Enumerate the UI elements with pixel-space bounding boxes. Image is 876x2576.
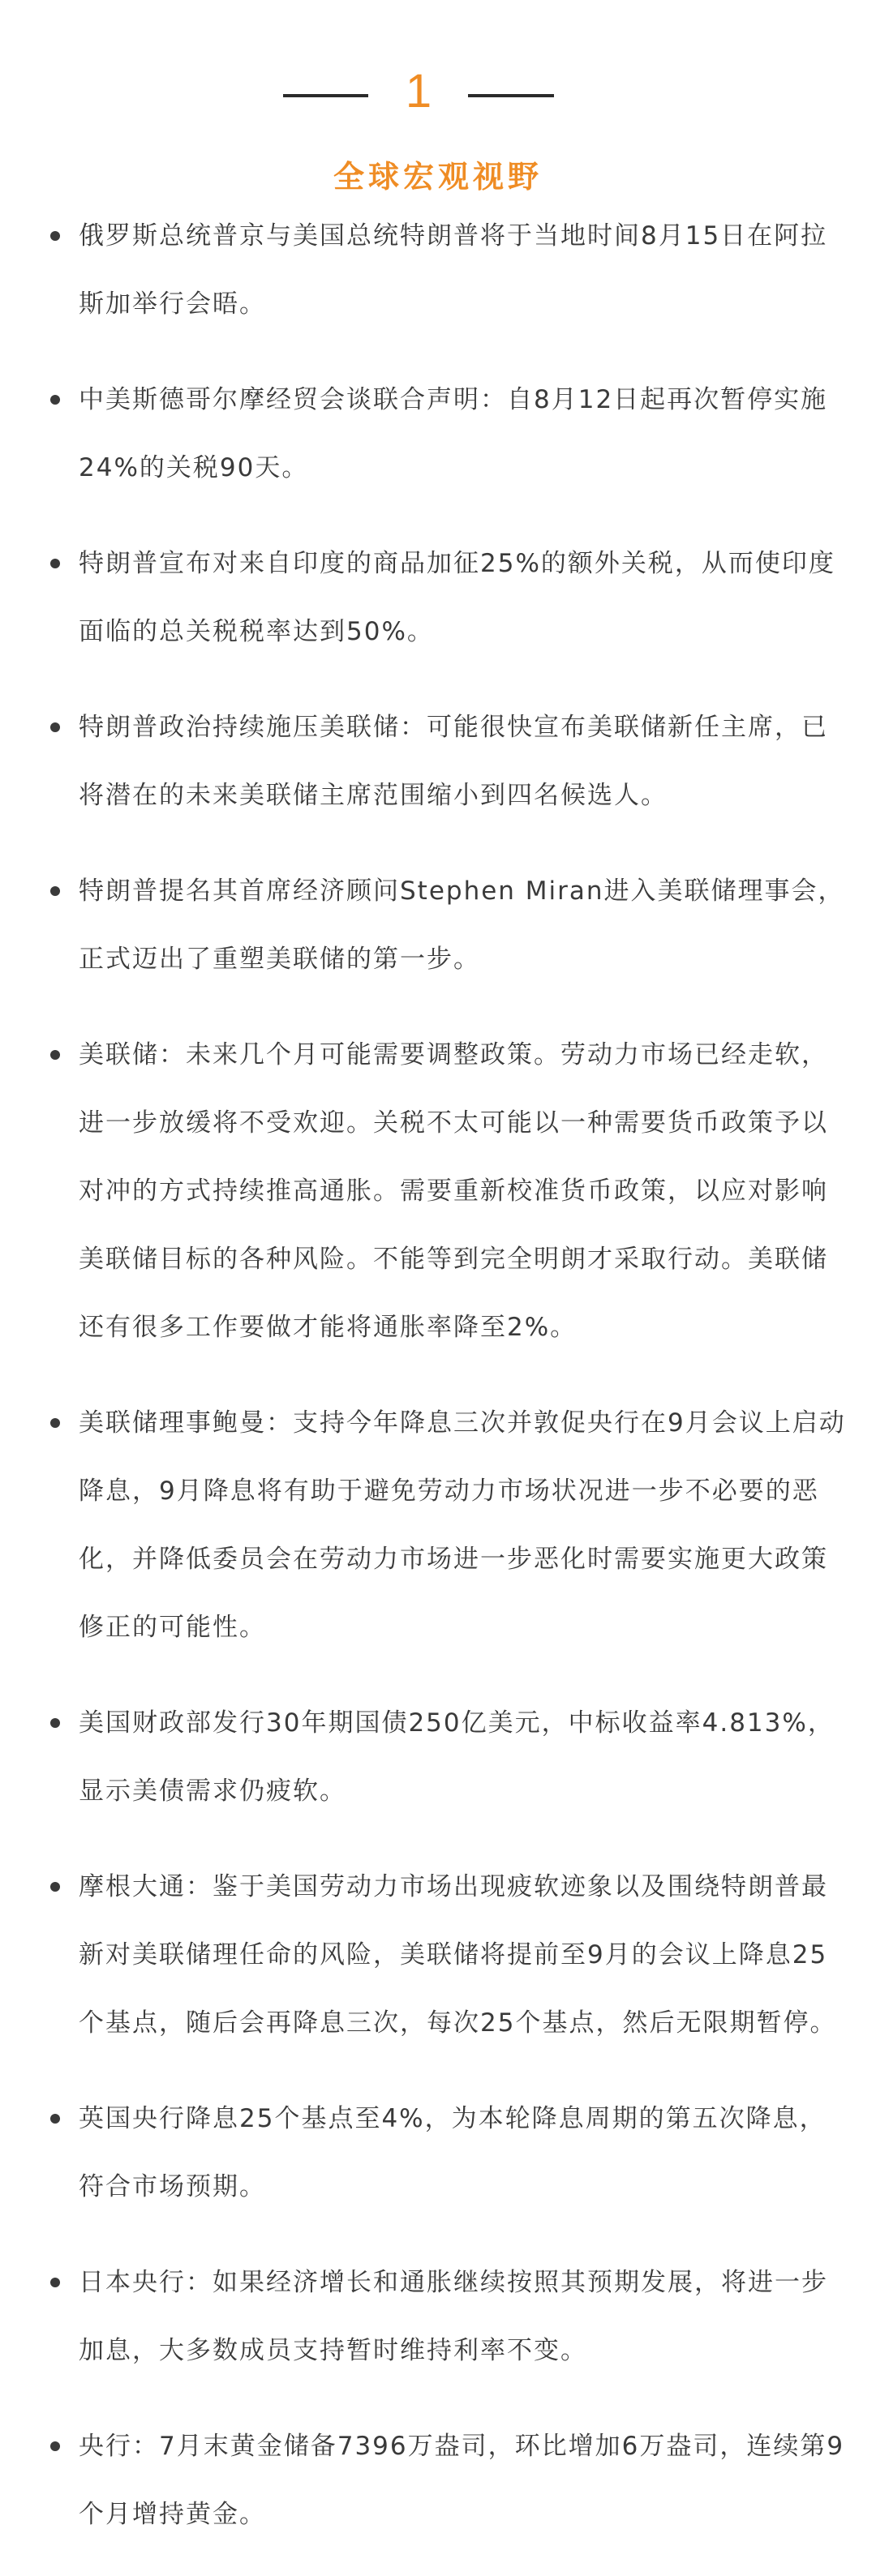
bullet-dot-icon (50, 1718, 60, 1728)
bullet-dot-icon (50, 1418, 60, 1428)
header-divider-left (283, 94, 368, 97)
news-item-text: 英国央行降息25个基点至4%，为本轮降息周期的第五次降息，符合市场预期。 (79, 2104, 827, 2201)
news-item (0, 2085, 876, 2221)
section-title: 全球宏观视野 (333, 159, 543, 195)
bullet-dot-icon (50, 1882, 60, 1892)
bullet-dot-icon (50, 395, 60, 405)
news-item (0, 1021, 876, 1361)
news-item (0, 366, 876, 502)
bullet-dot-icon (50, 2278, 60, 2287)
header-divider-right (468, 94, 554, 97)
bullet-dot-icon (50, 559, 60, 568)
bullet-dot-icon (50, 722, 60, 732)
news-item (0, 1853, 876, 2057)
news-item-text: 美联储理事鲍曼：支持今年降息三次并敦促央行在9月会议上启动降息，9月降息将有助于避免劳动力市场状况进一步不必要的恶化，并降低委员会在劳动力市场进一步恶化时需要实施更大政策修正的可能性。 (79, 1408, 846, 1642)
news-list (0, 202, 876, 2576)
news-item (0, 857, 876, 993)
bullet-dot-icon (50, 2441, 60, 2451)
news-item (0, 693, 876, 829)
news-item (0, 2412, 876, 2548)
section-number: 1 (405, 65, 432, 118)
news-item-text: 特朗普提名其首席经济顾问Stephen Miran进入美联储理事会，正式迈出了重塑美联储的第一步。 (79, 877, 845, 974)
news-item (0, 202, 876, 338)
news-item (0, 2248, 876, 2385)
news-item (0, 529, 876, 666)
bullet-dot-icon (50, 1050, 60, 1060)
news-item-text: 美国财政部发行30年期国债250亿美元，中标收益率4.813%，显示美债需求仍疲软。 (79, 1708, 835, 1806)
news-item (0, 1689, 876, 1825)
news-item-text: 特朗普政治持续施压美联储：可能很快宣布美联储新任主席，已将潜在的未来美联储主席范围缩小到四名候选人。 (79, 713, 828, 810)
news-item-text: 俄罗斯总统普京与美国总统特朗普将于当地时间8月15日在阿拉斯加举行会晤。 (79, 221, 828, 319)
news-item-text: 中美斯德哥尔摩经贸会谈联合声明：自8月12日起再次暂停实施24%的关税90天。 (79, 385, 828, 482)
news-item-text: 美联储：未来几个月可能需要调整政策。劳动力市场已经走软，进一步放缓将不受欢迎。关税不太可能以一种需要货币政策予以对冲的方式持续推高通胀。需要重新校准货币政策，以应对影响美联储目标的各种风险。不能等到完全明朗才采取行动。美联储还有很多工作要做才能将通胀率降至2%。 (79, 1040, 828, 1342)
bullet-dot-icon (50, 231, 60, 241)
bullet-dot-icon (50, 886, 60, 896)
news-item-text: 摩根大通：鉴于美国劳动力市场出现疲软迹象以及围绕特朗普最新对美联储理任命的风险，美联储将提前至9月的会议上降息25个基点，随后会再降息三次，每次25个基点，然后无限期暂停。 (79, 1872, 837, 2038)
news-item-text: 央行：7月末黄金储备7396万盎司，环比增加6万盎司，连续第9个月增持黄金。 (79, 2432, 845, 2529)
news-item (0, 1389, 876, 1661)
news-item-text: 日本央行：如果经济增长和通胀继续按照其预期发展，将进一步加息，大多数成员支持暂时维持利率不变。 (79, 2268, 828, 2365)
bullet-dot-icon (50, 2114, 60, 2124)
news-item-text: 特朗普宣布对来自印度的商品加征25%的额外关税，从而使印度面临的总关税税率达到50%。 (79, 549, 835, 646)
section-header (0, 63, 876, 120)
